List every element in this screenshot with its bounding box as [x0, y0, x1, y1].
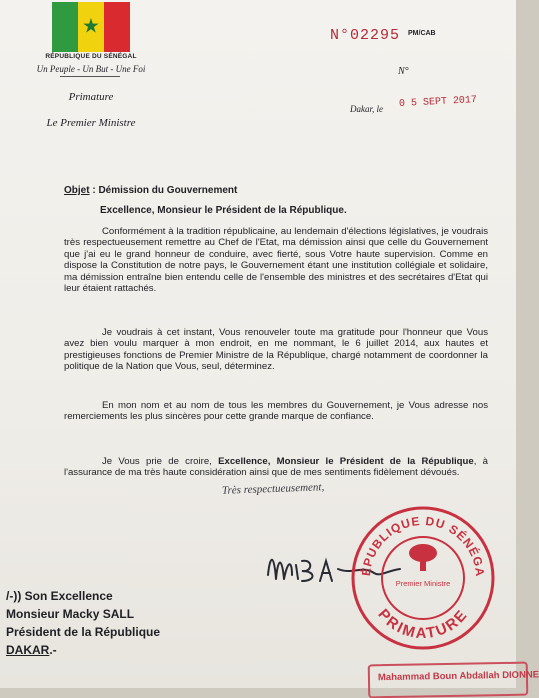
baobab-tree-icon — [409, 544, 437, 571]
flag-band-yellow — [78, 2, 104, 52]
addressee-line-3: Président de la République — [6, 625, 161, 639]
closing-paragraph — [64, 456, 488, 479]
addressee-block — [6, 587, 160, 659]
reference-number: N°02295 — [330, 27, 401, 44]
header-minister: Le Premier Ministre — [46, 117, 136, 129]
paragraph-3: En mon nom et au nom de tous les membres du Gouvernement, je Vous adresse nos remerciements les plus sincères pour cette grande marque de confiance. — [64, 400, 488, 423]
senegal-flag — [52, 2, 130, 52]
salutation: Excellence, Monsieur le Président de la République. — [100, 205, 347, 216]
handwritten-note: Très respectueusement, — [221, 481, 325, 497]
header-office: Primature — [68, 91, 114, 103]
flag-band-red — [104, 2, 130, 52]
stamp-ring-top: ÉPUBLIQUE DU SÉNÉGA — [358, 513, 488, 578]
date-label: Dakar, le — [350, 104, 383, 114]
stamp-ring-bottom: PRIMATURE — [374, 605, 472, 643]
paragraph-2: Je voudrais à cet instant, Vous renouveler toute ma gratitude pour l'honneur que Vous avez bien voulu marquer à mon endroit, en me nommant, le 6 juillet 2014, aux hautes et prestigieuses fonctions de Premier Ministre de la République, chargé notamment de coordonner la politique de la Nation que Vous, seul, déterminez. — [64, 327, 488, 373]
star-icon: ★ — [82, 15, 100, 38]
date-stamp: 0 5 SEPT 2017 — [398, 94, 478, 111]
header-motto: Un Peuple - Un But - Une Foi — [36, 64, 146, 74]
number-label: N° — [398, 66, 409, 77]
object-label: Objet — [64, 185, 90, 196]
stamp-center-text: Premier Ministre — [395, 579, 451, 588]
object-text: : Démission du Gouvernement — [89, 185, 238, 196]
closing-end: , à l'assurance de ma très haute considération ainsi que de mes sentiments fidèlement dévoués. — [64, 456, 488, 479]
closing-bold: Excellence, Monsieur le Président de la République — [218, 456, 474, 467]
addressee-line-1: /-)) Son Excellence — [6, 589, 113, 603]
official-stamp — [348, 503, 498, 653]
flag-band-green — [52, 2, 78, 52]
city-suffix: .- — [49, 643, 57, 657]
paragraph-1: Conformément à la tradition républicaine, au lendemain d'élections législatives, je voudrais très respectueusement remettre au Chef de l'Etat, ma démission ainsi que celle du Gouvernement que j'ai eu le grand honneur de conduire, avec fierté, sous Votre haute supervision. Comme en dispose la Constitution de notre pays, le Gouvernement étant une institution collégiale et solidaire, ma démission entraîne bien entendu celle de l'ensemble des ministres et des secrétaires d'Etat qui leur étaient rattachés. — [64, 226, 488, 295]
closing-start: Je Vous prie de croire, — [102, 456, 219, 467]
addressee-city — [6, 641, 160, 659]
header-republic: RÉPUBLIQUE DU SÉNÉGAL — [45, 53, 137, 60]
reference-suffix: PM/CAB — [408, 30, 436, 37]
city-name: DAKAR — [6, 643, 50, 657]
name-stamp: Mahammad Boun Abdallah DIONNE — [368, 662, 529, 698]
header-divider — [60, 76, 120, 77]
letter-object — [64, 185, 237, 196]
addressee-line-2: Monsieur Macky SALL — [6, 607, 135, 621]
